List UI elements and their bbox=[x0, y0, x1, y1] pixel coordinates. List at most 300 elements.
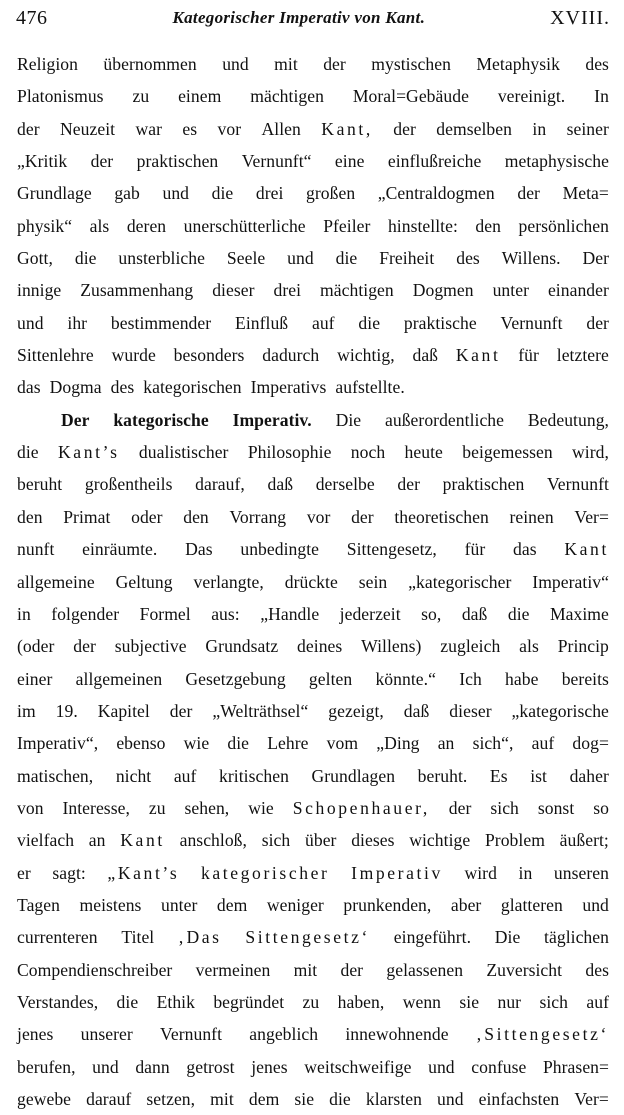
running-header bbox=[16, 4, 610, 32]
text-word: wichtige bbox=[409, 830, 471, 851]
text-word: innige bbox=[17, 280, 62, 301]
text-word: angeblich bbox=[249, 1024, 319, 1045]
text-word: und bbox=[428, 1056, 455, 1077]
text-word: der bbox=[340, 959, 364, 980]
text-word: beruht bbox=[17, 474, 63, 495]
text-word: dieser bbox=[449, 700, 492, 721]
text-word: Dogma bbox=[49, 377, 102, 398]
text-word: zugleich bbox=[440, 636, 501, 657]
text-word: 19. bbox=[55, 700, 78, 721]
text-word: Problem bbox=[484, 830, 545, 851]
text-word: wenn bbox=[402, 991, 442, 1012]
text-word: Ethik bbox=[156, 991, 195, 1012]
text-word: der bbox=[517, 183, 540, 204]
text-word: einem bbox=[178, 86, 222, 107]
text-word: Pfeiler bbox=[323, 215, 371, 236]
text-word: täglichen bbox=[544, 927, 609, 948]
text-word: jenes bbox=[17, 1024, 54, 1045]
text-word: der bbox=[397, 474, 420, 495]
section-heading-word: Imperativ. bbox=[232, 409, 312, 430]
text-word: Grundlagen bbox=[311, 765, 396, 786]
text-word: weitschweifige bbox=[304, 1056, 412, 1077]
text-word: Geltung bbox=[115, 571, 173, 592]
text-word: setzen, bbox=[146, 1089, 196, 1109]
text-word: auf bbox=[311, 312, 335, 333]
text-line bbox=[17, 1018, 609, 1050]
text-word: daß bbox=[267, 474, 294, 495]
text-word: Sittengesetz, bbox=[346, 539, 437, 560]
text-word: des bbox=[585, 54, 609, 74]
text-word: mächtigen bbox=[250, 86, 324, 107]
text-word: Imperativ bbox=[351, 862, 443, 883]
text-word: äußert; bbox=[559, 830, 609, 851]
text-word: besonders bbox=[173, 345, 245, 366]
text-word: den bbox=[475, 215, 501, 236]
text-word: dieser bbox=[212, 280, 255, 301]
text-word: war bbox=[135, 118, 162, 139]
text-word: über bbox=[305, 830, 337, 851]
text-word: gab bbox=[114, 183, 140, 204]
text-word: darauf, bbox=[195, 474, 245, 495]
text-word: Die bbox=[335, 409, 362, 430]
text-word: unbedingte bbox=[240, 539, 320, 560]
text-word: die bbox=[17, 442, 39, 463]
text-line bbox=[17, 177, 609, 209]
text-word: auf bbox=[531, 733, 555, 754]
text-word: Grundlage bbox=[17, 183, 92, 204]
text-word: eine bbox=[334, 151, 365, 172]
text-line bbox=[17, 695, 609, 727]
text-word: sein bbox=[358, 571, 388, 592]
text-word: Bedeutung, bbox=[527, 409, 609, 430]
text-line bbox=[17, 210, 609, 242]
text-word: Metaphysik bbox=[476, 54, 560, 74]
text-line bbox=[17, 501, 609, 533]
text-word: auf bbox=[173, 765, 197, 786]
text-word: Primat bbox=[63, 506, 111, 527]
text-word: sich“, bbox=[472, 733, 514, 754]
text-word: die bbox=[358, 312, 381, 333]
text-word: oder bbox=[131, 506, 163, 527]
text-word: kategorischer bbox=[200, 862, 330, 883]
text-word: verlangte, bbox=[193, 571, 264, 592]
text-word: anschloß, bbox=[179, 830, 247, 851]
text-word: an bbox=[88, 830, 106, 851]
text-word: mystischen bbox=[371, 54, 451, 74]
text-word: „kategorische bbox=[511, 700, 609, 721]
text-word: Phrasen= bbox=[542, 1056, 609, 1077]
text-word: drückte bbox=[284, 571, 338, 592]
text-word: (oder bbox=[17, 636, 55, 657]
text-word: Tagen bbox=[17, 894, 60, 915]
text-word: Compendienschreiber bbox=[17, 959, 173, 980]
text-word: das bbox=[512, 539, 537, 560]
text-word: Maxime bbox=[549, 603, 609, 624]
text-word: Gott, bbox=[17, 248, 53, 269]
text-word: und bbox=[222, 54, 249, 74]
text-word: kategorischen bbox=[143, 377, 242, 398]
text-word: der bbox=[169, 700, 193, 721]
text-word: jenes bbox=[251, 1056, 288, 1077]
text-word: es bbox=[182, 118, 198, 139]
text-word: zu bbox=[148, 797, 166, 818]
text-word: wird bbox=[464, 862, 497, 883]
text-word: Zusammenhang bbox=[80, 280, 194, 301]
text-word: gelassenen bbox=[386, 959, 464, 980]
text-word: „Welträthsel“ bbox=[212, 700, 309, 721]
section-heading-word: kategorische bbox=[113, 409, 209, 430]
text-word: Religion bbox=[17, 54, 78, 74]
text-word: derselbe bbox=[315, 474, 375, 495]
text-word: und bbox=[17, 312, 44, 333]
text-word: haben, bbox=[337, 991, 385, 1012]
text-word: prunkenden, bbox=[343, 894, 432, 915]
text-word: sich bbox=[261, 830, 291, 851]
text-line bbox=[17, 307, 609, 339]
text-line bbox=[17, 339, 609, 371]
text-word: dualistischer bbox=[138, 442, 229, 463]
text-line bbox=[17, 436, 609, 468]
text-word: Vernunft bbox=[546, 474, 609, 495]
text-word: nunft bbox=[17, 539, 55, 560]
text-line bbox=[17, 792, 609, 824]
text-word: subjective bbox=[114, 636, 187, 657]
text-word: noch bbox=[350, 442, 386, 463]
text-word: deren bbox=[126, 215, 167, 236]
text-word: er bbox=[17, 862, 31, 883]
text-word: die bbox=[74, 248, 97, 269]
text-word: als bbox=[519, 636, 539, 657]
text-word: einflußreiche bbox=[387, 151, 482, 172]
body-text bbox=[17, 48, 609, 1115]
text-word: für bbox=[464, 539, 486, 560]
text-word: „kategorischer bbox=[408, 571, 512, 592]
text-word: allgemeinen bbox=[75, 668, 163, 689]
text-word: Es bbox=[489, 765, 508, 786]
text-word: glatteren bbox=[500, 894, 563, 915]
text-line bbox=[17, 371, 609, 403]
text-word: Neuzeit bbox=[60, 118, 116, 139]
text-word: aufstellte. bbox=[335, 377, 405, 398]
text-word: theoretischen bbox=[394, 506, 489, 527]
text-word: der bbox=[90, 151, 114, 172]
text-word: Die bbox=[494, 927, 521, 948]
text-word: in bbox=[518, 862, 533, 883]
text-word: der bbox=[351, 506, 374, 527]
text-word: sie bbox=[459, 991, 480, 1012]
text-word: Willens. bbox=[501, 248, 561, 269]
text-word: Titel bbox=[121, 927, 155, 948]
text-word: an bbox=[437, 733, 455, 754]
text-word: folgender bbox=[51, 603, 120, 624]
text-word: eingeführt. bbox=[393, 927, 472, 948]
text-word: nur bbox=[497, 991, 522, 1012]
text-word: Imperativ“ bbox=[532, 571, 609, 592]
text-word: Schopenhauer, bbox=[292, 797, 430, 818]
text-word: Imperativs bbox=[250, 377, 327, 398]
text-word: daß bbox=[412, 345, 439, 366]
text-word: unsterbliche bbox=[118, 248, 205, 269]
text-word: In bbox=[594, 86, 609, 107]
text-line bbox=[17, 921, 609, 953]
text-word: der bbox=[73, 636, 96, 657]
text-word: nicht bbox=[115, 765, 152, 786]
text-word: jederzeit bbox=[339, 603, 401, 624]
text-word: Imperativ“, bbox=[17, 733, 99, 754]
text-word: daß bbox=[403, 700, 430, 721]
text-word: die bbox=[211, 183, 234, 204]
text-word: der bbox=[17, 118, 40, 139]
text-word: dann bbox=[135, 1056, 170, 1077]
text-word: „Centraldogmen bbox=[377, 183, 495, 204]
text-word: vielfach bbox=[17, 830, 75, 851]
text-line bbox=[17, 986, 609, 1018]
text-line bbox=[17, 760, 609, 792]
text-word: die bbox=[335, 248, 358, 269]
text-line bbox=[17, 630, 609, 662]
text-word: wird, bbox=[572, 442, 609, 463]
text-word: unseren bbox=[553, 862, 609, 883]
text-word: wie bbox=[248, 797, 274, 818]
text-word: hinstellte: bbox=[387, 215, 458, 236]
text-word: Kant’s bbox=[58, 442, 120, 463]
text-word: Ver= bbox=[574, 506, 609, 527]
text-word: dem bbox=[248, 1089, 280, 1109]
text-word: deines bbox=[297, 636, 343, 657]
text-word: Ich bbox=[459, 668, 482, 689]
text-line bbox=[17, 566, 609, 598]
text-word: dem bbox=[216, 894, 248, 915]
text-line bbox=[17, 857, 609, 889]
text-word: der bbox=[323, 54, 346, 74]
text-word: mit bbox=[293, 959, 318, 980]
text-word: und bbox=[582, 894, 609, 915]
text-word: Einfluß bbox=[235, 312, 289, 333]
text-word: currenteren bbox=[17, 927, 98, 948]
text-word: großen bbox=[306, 183, 356, 204]
text-word: einräumte. bbox=[82, 539, 158, 560]
text-word: Der bbox=[582, 248, 609, 269]
text-word: matischen, bbox=[17, 765, 94, 786]
text-word: im bbox=[17, 700, 36, 721]
text-word: und bbox=[287, 248, 314, 269]
text-word: vor bbox=[217, 118, 242, 139]
text-word: Dogmen bbox=[412, 280, 474, 301]
text-word: einander bbox=[547, 280, 609, 301]
text-word: so, bbox=[421, 603, 442, 624]
text-word: beruht. bbox=[417, 765, 468, 786]
text-line bbox=[17, 954, 609, 986]
text-word: „Ding bbox=[376, 733, 420, 754]
text-word: aus: bbox=[211, 603, 240, 624]
text-word: dadurch bbox=[262, 345, 320, 366]
text-word: und bbox=[162, 183, 190, 204]
text-word: gelten bbox=[308, 668, 353, 689]
text-line bbox=[17, 274, 609, 306]
text-line bbox=[17, 113, 609, 145]
text-line bbox=[17, 824, 609, 856]
text-line bbox=[17, 404, 609, 436]
text-line bbox=[17, 1083, 609, 1115]
text-word: Willens) bbox=[361, 636, 422, 657]
text-word: großentheils bbox=[84, 474, 173, 495]
text-line bbox=[17, 889, 609, 921]
text-word: Verstandes, bbox=[17, 991, 99, 1012]
text-word: unerschütterliche bbox=[183, 215, 306, 236]
text-word: sehen, bbox=[184, 797, 230, 818]
text-word: Seele bbox=[226, 248, 266, 269]
text-word: einer bbox=[17, 668, 53, 689]
text-word: meistens bbox=[79, 894, 142, 915]
text-word: Philosophie bbox=[247, 442, 332, 463]
text-word: der bbox=[393, 118, 416, 139]
text-word: Kant bbox=[455, 345, 501, 366]
text-word: Formel bbox=[139, 603, 191, 624]
text-word: „Kritik bbox=[17, 151, 68, 172]
text-word: unter bbox=[492, 280, 529, 301]
text-line bbox=[17, 242, 609, 274]
text-word: ebenso bbox=[116, 733, 166, 754]
text-word: habe bbox=[505, 668, 539, 689]
text-word: persönlichen bbox=[518, 215, 609, 236]
text-word: daß bbox=[461, 603, 488, 624]
text-word: ‚Das bbox=[177, 927, 222, 948]
text-word: wichtig, bbox=[337, 345, 395, 366]
text-word: des bbox=[585, 959, 609, 980]
text-word: metaphysische bbox=[504, 151, 609, 172]
running-title: Kategorischer Imperativ von Kant. bbox=[172, 8, 426, 27]
text-word: drei bbox=[273, 280, 302, 301]
text-word: dog= bbox=[572, 733, 609, 754]
text-word: Kant bbox=[564, 539, 609, 560]
text-word: das bbox=[17, 377, 41, 398]
text-word: des bbox=[456, 248, 480, 269]
text-word: seiner bbox=[566, 118, 609, 139]
text-word: wurde bbox=[111, 345, 156, 366]
text-word: physik“ bbox=[17, 215, 73, 236]
text-word: praktischen bbox=[442, 474, 525, 495]
text-word: außerordentliche bbox=[385, 409, 505, 430]
text-word: reinen bbox=[509, 506, 554, 527]
text-word: daher bbox=[569, 765, 609, 786]
text-word: demselben bbox=[436, 118, 512, 139]
text-word: vor bbox=[306, 506, 331, 527]
text-word: Grundsatz bbox=[205, 636, 279, 657]
text-line bbox=[17, 145, 609, 177]
text-word: heute bbox=[404, 442, 443, 463]
text-word: auf bbox=[586, 991, 609, 1012]
text-word: sagt: bbox=[52, 862, 86, 883]
text-word: darauf bbox=[86, 1089, 132, 1109]
text-word: Zuversicht bbox=[486, 959, 563, 980]
text-word: unserer bbox=[80, 1024, 133, 1045]
text-word: dieses bbox=[351, 830, 395, 851]
text-word: Sittenlehre bbox=[17, 345, 94, 366]
text-word: aber bbox=[450, 894, 482, 915]
text-word: Freiheit bbox=[379, 248, 435, 269]
text-word: Moral=Gebäude bbox=[352, 86, 469, 107]
text-line bbox=[17, 663, 609, 695]
chapter-number: XVIII. bbox=[550, 6, 610, 29]
text-word: sie bbox=[294, 1089, 315, 1109]
text-word: Kant bbox=[120, 830, 165, 851]
text-word: Princip bbox=[557, 636, 609, 657]
text-word: die bbox=[227, 733, 250, 754]
section-heading-word: Der bbox=[61, 409, 90, 430]
text-word: Kapitel bbox=[97, 700, 150, 721]
text-word: ist bbox=[530, 765, 547, 786]
text-word: unter bbox=[160, 894, 198, 915]
text-word: und bbox=[92, 1056, 119, 1077]
text-line bbox=[17, 468, 609, 500]
text-word: letztere bbox=[556, 345, 609, 366]
text-word: bestimmender bbox=[110, 312, 212, 333]
text-word: vom bbox=[326, 733, 359, 754]
text-word: übernommen bbox=[103, 54, 197, 74]
text-line bbox=[17, 533, 609, 565]
text-line bbox=[17, 727, 609, 759]
text-word: begründet bbox=[213, 991, 285, 1012]
text-word: den bbox=[183, 506, 209, 527]
text-word: Das bbox=[185, 539, 213, 560]
text-word: gewebe bbox=[17, 1089, 72, 1109]
text-word: des bbox=[110, 377, 135, 398]
text-line bbox=[17, 48, 609, 80]
text-word: Lehre bbox=[267, 733, 309, 754]
text-word: Ver= bbox=[574, 1089, 609, 1109]
text-word: weniger bbox=[266, 894, 324, 915]
text-word: berufen, bbox=[17, 1056, 76, 1077]
text-word: drei bbox=[255, 183, 284, 204]
text-word: Interesse, bbox=[62, 797, 130, 818]
text-word: Vernunft“ bbox=[241, 151, 312, 172]
text-word: innewohnende bbox=[345, 1024, 449, 1045]
page-number: 476 bbox=[16, 6, 48, 29]
text-word: bereits bbox=[561, 668, 609, 689]
text-line bbox=[17, 1051, 609, 1083]
text-word: ihr bbox=[67, 312, 88, 333]
text-word: einfachsten bbox=[478, 1089, 560, 1109]
text-word: praktische bbox=[403, 312, 477, 333]
text-word: die bbox=[116, 991, 139, 1012]
text-word: Vernunft bbox=[500, 312, 563, 333]
text-word: Platonismus bbox=[17, 86, 104, 107]
text-word: den bbox=[17, 506, 43, 527]
text-word: vereinigt. bbox=[497, 86, 566, 107]
text-word: der bbox=[448, 797, 472, 818]
text-word: die bbox=[507, 603, 530, 624]
text-word: mit bbox=[210, 1089, 234, 1109]
text-word: sonst bbox=[537, 797, 575, 818]
text-word: beigemessen bbox=[462, 442, 553, 463]
text-word: Kant, bbox=[321, 118, 373, 139]
text-word: allgemeine bbox=[17, 571, 95, 592]
text-word: gezeigt, bbox=[328, 700, 384, 721]
text-word: wie bbox=[183, 733, 210, 754]
text-word: so bbox=[593, 797, 609, 818]
text-line bbox=[17, 598, 609, 630]
text-word: sich bbox=[490, 797, 519, 818]
text-word: Meta= bbox=[562, 183, 609, 204]
text-word: zu bbox=[132, 86, 150, 107]
text-word: „Kant’s bbox=[107, 862, 180, 883]
text-word: Allen bbox=[261, 118, 301, 139]
text-word: mächtigen bbox=[320, 280, 394, 301]
text-word: Vorrang bbox=[229, 506, 287, 527]
text-word: kritischen bbox=[219, 765, 289, 786]
text-word: die bbox=[329, 1089, 351, 1109]
text-word: für bbox=[518, 345, 539, 366]
